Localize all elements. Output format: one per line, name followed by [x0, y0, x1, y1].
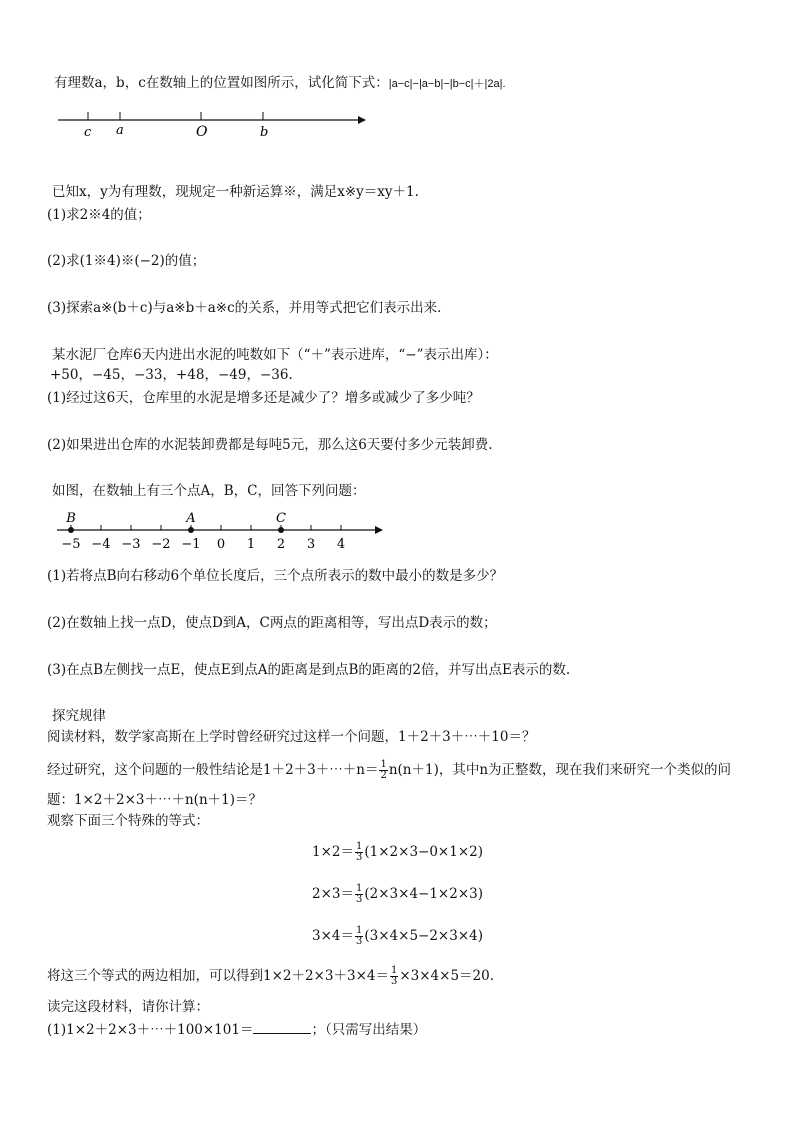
fraction-numerator: 1 [390, 965, 398, 976]
point-label: B [66, 511, 76, 526]
tick-label: 4 [336, 537, 346, 552]
eq2-left: 2×3＝ [312, 886, 354, 902]
problem1-text [54, 74, 506, 93]
problem3-data: +50，−45，−33，+48，−49，−36. [50, 367, 293, 383]
problem5-after: 读完这段材料，请你计算： [47, 999, 209, 1015]
fraction-third [355, 842, 363, 863]
fraction-numerator: 1 [356, 883, 363, 894]
tick-label: −4 [91, 537, 111, 552]
problem4-q2: (2)在数轴上找一点D，使点D到A，C两点的距离相等，写出点D表示的数； [47, 615, 497, 631]
problem5-q1 [47, 1021, 426, 1039]
axis-arrow [358, 116, 366, 124]
problem3-q2: (2)如果进出仓库的水泥装卸费都是每吨5元，那么这6天要付多少元装卸费. [47, 437, 493, 453]
problem2-q3: (3)探索a※(b＋c)与a※b＋a※c的关系，并用等式把它们表示出来． [47, 300, 451, 316]
eq1-right: (1×2×3−0×1×2) [364, 844, 484, 860]
fraction-denominator: 3 [356, 894, 363, 905]
eq1-left: 1×2＝ [312, 844, 354, 860]
problem5-research-c: 题：1×2＋2×3＋⋯＋n(n＋1)＝？ [47, 792, 262, 808]
eq3-right: (3×4×5−2×3×4) [364, 928, 484, 944]
sum-part-b: ×3×4×5＝20. [399, 968, 495, 984]
problem4-q1: (1)若将点B向右移动6个单位长度后，三个点所表示的数中最小的数是多少？ [47, 568, 504, 584]
problem4-intro: 如图，在数轴上有三个点A，B，C，回答下列问题： [52, 483, 366, 499]
tick-label: −5 [61, 537, 81, 552]
tick-label: 0 [216, 537, 226, 552]
fraction-half [379, 760, 387, 781]
problem1-number-line [58, 110, 378, 140]
fraction-numerator: 1 [356, 841, 363, 852]
point-B [68, 527, 74, 533]
q1-note: ；（只需写出结果） [311, 1022, 427, 1038]
problem3-q1: (1)经过这6天，仓库里的水泥是增多还是减少了？增多或减少了多少吨？ [47, 390, 480, 406]
eq3-left: 3×4＝ [312, 928, 354, 944]
fraction-numerator: 1 [380, 759, 387, 770]
tick-label: 1 [246, 537, 256, 552]
fraction-denominator: 3 [356, 936, 363, 947]
problem5-read: 阅读材料，数学家高斯在上学时曾经研究过这样一个问题，1＋2＋3＋⋯＋10＝？ [47, 729, 536, 745]
point-C [278, 527, 284, 533]
problem1-expression: |a−c|−|a−b|−|b−c|＋|2a|. [388, 78, 506, 90]
label-o: O [196, 124, 208, 140]
problem5-observe: 观察下面三个特殊的等式： [47, 813, 209, 829]
problem2-q1: (1)求2※4的值； [47, 207, 151, 223]
point-A [188, 527, 194, 533]
problem4-q3: (3)在点B左侧找一点E，使点E到点A的距离是到点B的距离的2倍，并写出点E表示的数. [47, 662, 571, 678]
axis-arrow [375, 526, 383, 534]
point-label: C [276, 511, 286, 526]
q1-expression: (1)1×2＋2×3＋⋯＋100×101＝ [47, 1022, 254, 1038]
problem1-question: 有理数a，b，c在数轴上的位置如图所示，试化简下式： [54, 75, 389, 91]
tick-label: 2 [276, 537, 286, 552]
problem4-number-line [55, 508, 395, 556]
research-part-a: 经过研究，这个问题的一般性结论是1＋2＋3＋⋯＋n＝ [47, 762, 379, 778]
sum-part-a: 将这三个等式的两边相加，可以得到1×2＋2×3＋3×4＝ [47, 968, 389, 984]
equation-3 [312, 926, 483, 947]
fraction-third [355, 884, 363, 905]
fraction-numerator: 1 [356, 925, 363, 936]
tick-label: −2 [151, 537, 171, 552]
answer-blank[interactable] [253, 1021, 311, 1034]
problem3-intro: 某水泥厂仓库6天内进出水泥的吨数如下（“＋”表示进库，“−”表示出库）： [52, 347, 498, 363]
label-a: a [116, 123, 124, 138]
fraction-third [390, 966, 398, 987]
label-c: c [84, 125, 92, 140]
problem5-title: 探究规律 [52, 708, 106, 724]
tick-label: −3 [121, 537, 141, 552]
problem2-q2: (2)求(1※4)※(−2)的值； [47, 253, 206, 269]
tick-label: 3 [306, 537, 316, 552]
point-label: A [186, 511, 196, 526]
fraction-denominator: 2 [380, 770, 387, 781]
equation-2 [312, 884, 483, 905]
problem5-research [47, 760, 731, 781]
research-part-b: n(n＋1)，其中n为正整数，现在我们来研究一个类似的问 [388, 762, 732, 778]
problem2-intro: 已知x，y为有理数，现规定一种新运算※，满足x※y＝xy＋1. [52, 184, 419, 200]
fraction-denominator: 3 [390, 976, 398, 987]
tick-label: −1 [181, 537, 201, 552]
eq2-right: (2×3×4−1×2×3) [364, 886, 484, 902]
fraction-denominator: 3 [356, 852, 363, 863]
label-b: b [260, 125, 269, 140]
equation-1 [312, 842, 483, 863]
fraction-third [355, 926, 363, 947]
problem5-sum [47, 966, 494, 987]
